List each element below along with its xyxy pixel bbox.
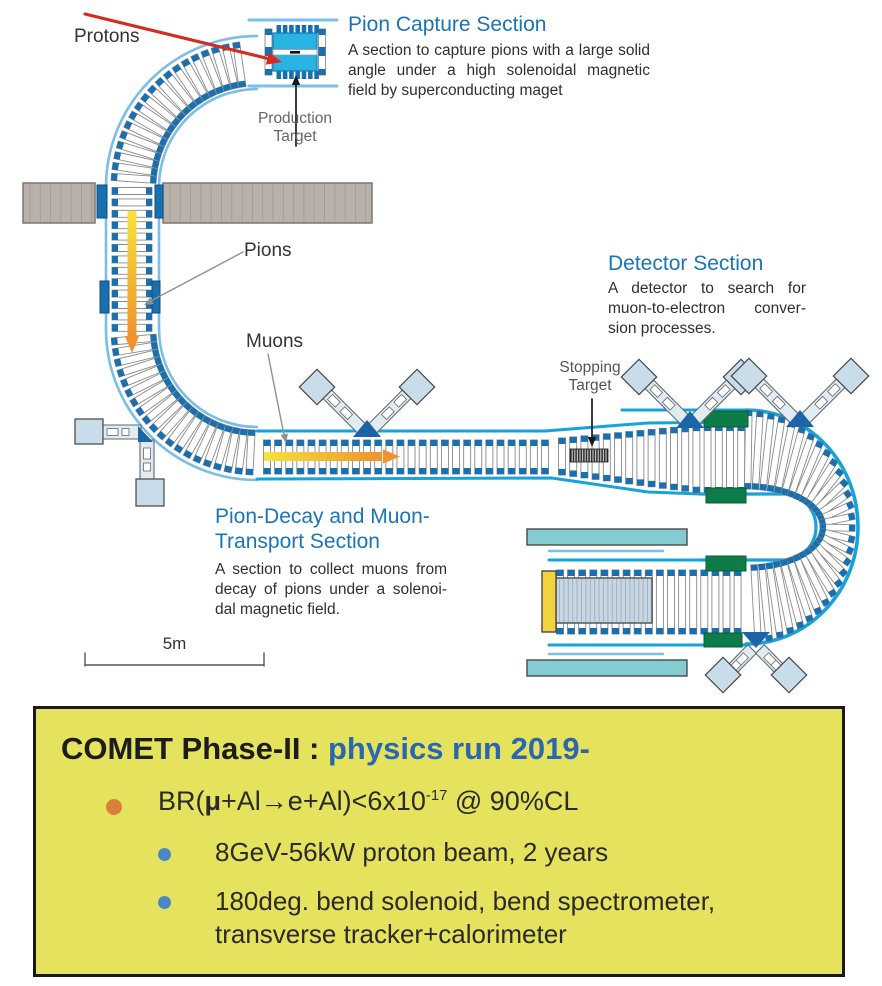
production-target-label: Production Target [257,110,333,145]
summary-title [61,731,590,767]
scale-bar-label: 5m [162,634,187,653]
bullet-orange-icon [106,799,122,815]
detector-section-title: Detector Section [608,252,764,275]
protons-label: Protons [74,26,140,47]
pointer-arrows [144,75,596,447]
summary-title-black: COMET Phase-II : [61,731,320,766]
summary-box [33,706,845,977]
pion-capture-title: Pion Capture Section [348,13,547,36]
branching-ratio-line: $BR(\mu+Al\to e+Al)<6x10^{-17}$ @ 90%CL [158,786,579,816]
stopping-target-label: Stopping Target [559,359,621,394]
summary-title-blue: physics run 2019- [328,731,590,766]
proton-beam-line: 8GeV-56kW proton beam, 2 years [215,837,609,867]
pion-decay-description: A section to collect muons from decay of pions under a solenoi-dal magnetic field. [215,561,447,618]
pion-decay-title: Pion-Decay and Muon-Transport Section [215,505,430,554]
stopping-target [570,449,608,462]
pions-label: Pions [244,240,292,261]
bullet-blue-icon [158,896,171,909]
bullet-blue-icon [158,848,171,861]
pion-capture-description: A section to capture pions with a large solid angle under a high solenoidal magnetic field by superconducting maget [348,42,650,99]
production-target [273,33,317,71]
scale-bar [85,653,264,666]
detector-section-description: A detector to search for muon-to-electron conver-sion processes. [608,280,806,337]
muons-label: Muons [246,331,304,352]
radiation-shield-wall [23,183,372,223]
solenoid-spectrometer-line: 180deg. bend solenoid, bend spectrometer, transverse tracker+calorimeter [215,886,716,950]
